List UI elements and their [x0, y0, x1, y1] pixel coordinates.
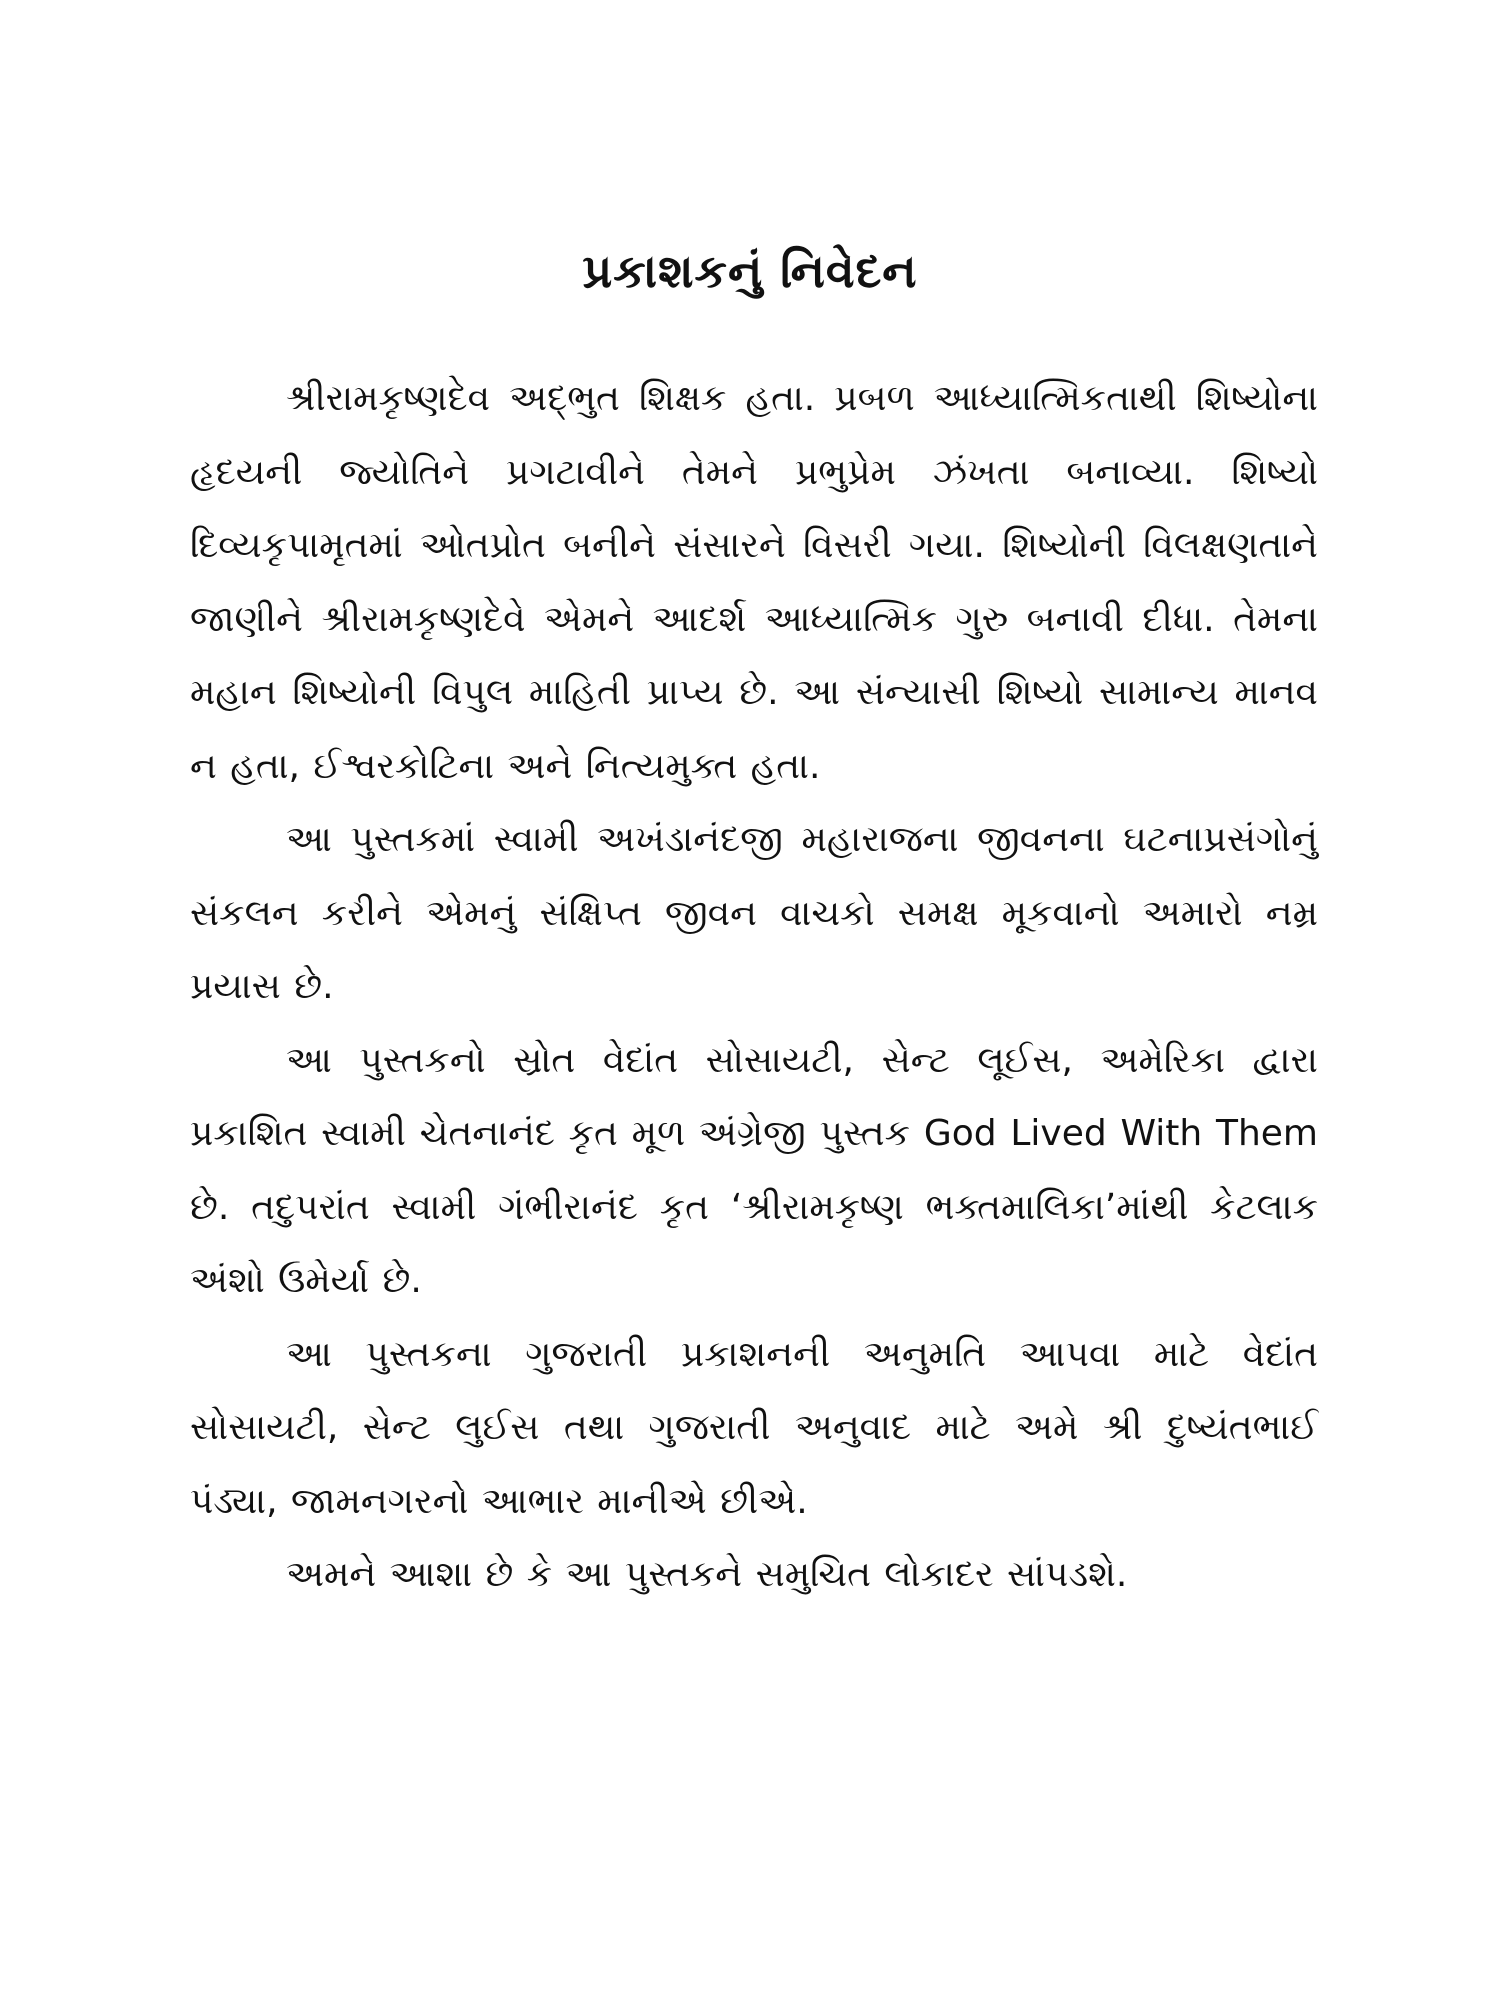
paragraph-3: આ પુસ્તકનો સ્રોત વેદાંત સોસાયટી, સેન્ટ લૂઈસ, અમેરિકા દ્વારા પ્રકાશિત સ્વામી ચેતનાનંદ કૃત મૂળ અંગ્રેજી પુસ્તક God Lived With Them છે. તદુપરાંત સ્વામી ગંભીરાનંદ કૃત ‘શ્રીરામકૃષ્ણ ભક્તમાલિકા’માંથી કેટલાક અંશો ઉમેર્યા છે. [190, 1039, 1318, 1301]
body-text [190, 362, 1318, 1612]
paragraph-4: આ પુસ્તકના ગુજરાતી પ્રકાશનની અનુમતિ આપવા માટે વેદાંત સોસાયટી, સેન્ટ લુઈસ તથા ગુજરાતી અનુવાદ માટે અમે શ્રી દુષ્યંતભાઈ પંડ્યા, જામનગરનો આભાર માનીએ છીએ. [190, 1333, 1318, 1522]
paragraph-5: અમને આશા છે કે આ પુસ્તકને સમુચિત લોકાદર સાંપડશે. [286, 1554, 1128, 1595]
paragraph-2: આ પુસ્તકમાં સ્વામી અખંડાનંદજી મહારાજના જીવનના ઘટનાપ્રસંગોનું સંકલન કરીને એમનું સંક્ષિપ્ત જીવન વાચકો સમક્ષ મૂકવાનો અમારો નમ્ર પ્રયાસ છે. [190, 819, 1318, 1007]
page-title: પ્રકાશકનું નિવેદન [582, 243, 918, 298]
paragraph-1: શ્રીરામકૃષ્ણદેવ અદ્ભુત શિક્ષક હતા. પ્રબળ આધ્યાત્મિકતાથી શિષ્યોના હૃદયની જ્યોતિને પ્રગટાવીને તેમને પ્રભુપ્રેમ ઝંખતા બનાવ્યા. શિષ્યો દિવ્યકૃપામૃતમાં ઓતપ્રોત બનીને સંસારને વિસરી ગયા. શિષ્યોની વિલક્ષણતાને જાણીને શ્રીરામકૃષ્ણદેવે એમને આદર્શ આધ્યાત્મિક ગુરુ બનાવી દીધા. તેમના મહાન શિષ્યોની વિપુલ માહિતી પ્રાપ્ય છે. આ સંન્યાસી શિષ્યો સામાન્ય માનવ ન હતા, ઈશ્વરકોટિના અને નિત્યમુક્ત હતા. [190, 378, 1318, 787]
